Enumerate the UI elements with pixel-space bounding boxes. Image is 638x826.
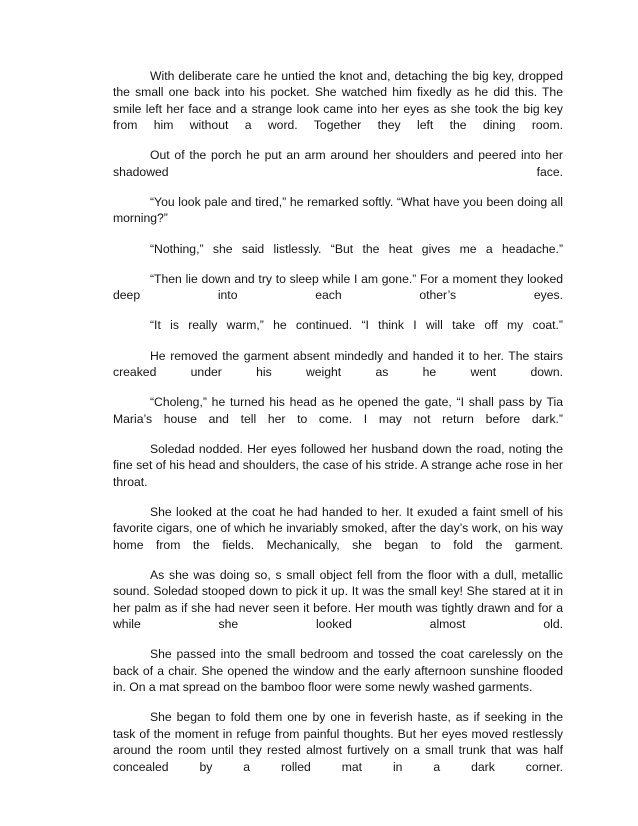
paragraph-7: He removed the garment absent mindedly and handed it to her. The stairs creaked under his weight as he went down. bbox=[113, 348, 563, 380]
paragraph-11: As she was doing so, s small object fell from the floor with a dull, metallic sound. Soledad stooped down to pick it up. It was the small key! She stared at it in her palm as if she had never seen it before. Her mouth was tightly drawn and for a while she looked almost old. bbox=[113, 567, 563, 632]
paragraph-6: “It is really warm,” he continued. “I think I will take off my coat.” bbox=[150, 318, 563, 333]
paragraph-13: She began to fold them one by one in feverish haste, as if seeking in the task of the moment in refuge from painful thoughts. But her eyes moved restlessly around the room until they rested almost furtively on a small trunk that was half concealed by a rolled mat in a dark corner. bbox=[113, 710, 563, 774]
paragraph-4: “Nothing,” she said listlessly. “But the heat gives me a headache.” bbox=[150, 241, 563, 256]
paragraph-8: “Choleng,” he turned his head as he opened the gate, “I shall pass by Tia Maria’s house and tell her to come. I may not return before dark.” bbox=[113, 395, 563, 426]
paragraph-12: She passed into the small bedroom and tossed the coat carelessly on the back of a chair. She opened the window and the early afternoon sunshine flooded in. On a mat spread on the bamboo floor were some newly washed garments. bbox=[113, 647, 563, 695]
paragraph-1: With deliberate care he untied the knot and, detaching the big key, dropped the small one back into his pocket. She watched him fixedly as he did this. The smile left her face and a strange look came into her eyes as she took the big key from him without a word. Together they left the dining room. bbox=[113, 69, 563, 133]
paragraph-10: She looked at the coat he had handed to her. It exuded a faint smell of his favorite cigars, one of which he invariably smoked, after the day’s work, on his way home from the fields. Mechanically, she began to fold the garment. bbox=[113, 504, 563, 552]
paragraph-2: Out of the porch he put an arm around her shoulders and peered into her shadowed face. bbox=[113, 148, 563, 179]
story-text bbox=[113, 68, 563, 789]
paragraph-3: “You look pale and tired,” he remarked softly. “What have you been doing all morning?” bbox=[113, 195, 563, 226]
paragraph-9: Soledad nodded. Her eyes followed her husband down the road, noting the fine set of his head and shoulders, the case of his stride. A strange ache rose in her throat. bbox=[113, 441, 563, 489]
paragraph-5: “Then lie down and try to sleep while I am gone.” For a moment they looked deep into each other’s eyes. bbox=[113, 271, 563, 303]
